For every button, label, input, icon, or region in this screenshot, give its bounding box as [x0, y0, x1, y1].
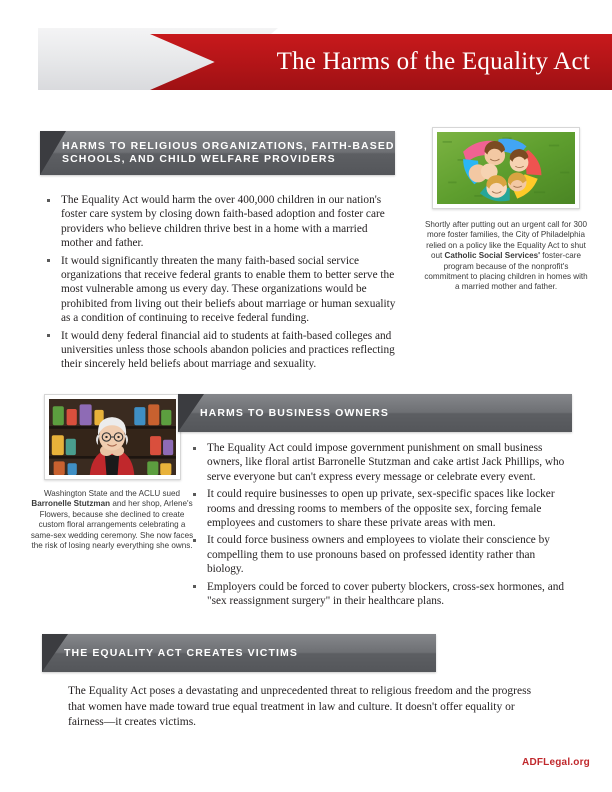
- section-heading-label: HARMS TO RELIGIOUS ORGANIZATIONS, FAITH-BASED SCHOOLS, AND CHILD WELFARE PROVIDERS: [62, 140, 395, 165]
- caption-text-bold: Barronelle Stutzman: [31, 499, 111, 509]
- section-heading-business-owners: [178, 394, 572, 432]
- caption-text-part2: and her shop, Arlene's Flowers, because she declined to create custom floral arrangements celebrating a same-sex wedding ceremony. She now faces the risk of losing nearly everything she owns.: [30, 499, 194, 551]
- bullet-list-religious-organizations: [44, 193, 402, 375]
- children-lying-in-circle-on-grass-image: [437, 132, 575, 204]
- caption-text-part2: foster-care program because of the nonprofit's commitment to placing children in homes with a married mother and father.: [424, 251, 588, 292]
- list-item: It could require businesses to open up private, sex-specific spaces like locker rooms and dressing rooms to members of the opposite sex, forcing female employees and customers to share these private areas with men.: [190, 487, 572, 530]
- page-header: [0, 26, 612, 98]
- creates-victims-paragraph: The Equality Act poses a devastating and unprecedented threat to religious freedom and the progress that women have made toward true equal treatment in law and culture. It doesn't offer equality or fairness—it creates victims.: [68, 685, 532, 728]
- list-item: The Equality Act could impose government punishment on small business owners, like floral artist Barronelle Stutzman and cake artist Jack Phillips, who serve everyone but can't express every message or celebrate every event.: [190, 441, 572, 484]
- list-item: It would deny federal financial aid to students at faith-based colleges and universities unless those schools abandon policies and practices reflecting their sincerely held beliefs about marriage and sexuality.: [44, 329, 402, 372]
- florist-photo-frame: [49, 399, 176, 475]
- section-heading-label: THE EQUALITY ACT CREATES VICTIMS: [64, 646, 298, 659]
- section-heading-creates-victims: [42, 634, 436, 672]
- adf-legal-logo[interactable]: ADFLegal.org: [522, 757, 590, 768]
- children-photo-caption: [424, 220, 588, 293]
- section-heading-label: HARMS TO BUSINESS OWNERS: [200, 406, 389, 419]
- florist-photo-caption: [28, 489, 196, 551]
- florist-photo: [44, 394, 181, 480]
- caption-text-part1: Shortly after putting out an urgent call for 300 more foster families, the City of Philadelphia relied on a policy like the Equality Act to shut out: [425, 220, 587, 261]
- list-item: Employers could be forced to cover puberty blockers, cross-sex hormones, and "sex reassignment surgery" in their healthcare plans.: [190, 580, 572, 609]
- caption-text-bold: Catholic Social Services': [444, 251, 541, 261]
- page-title: The Harms of the Equality Act: [276, 48, 590, 75]
- children-photo-frame: [437, 132, 575, 204]
- section-heading-religious-organizations: [40, 131, 395, 175]
- bullet-list-business-owners: [190, 441, 572, 611]
- list-item: It could force business owners and employees to violate their conscience by compelling them to use pronouns based on professed identity rather than biology.: [190, 533, 572, 576]
- list-item: It would significantly threaten the many faith-based social service organizations that receive federal grants to enable them to better serve the most vulnerable among us every day. These organizations would be prohibited from living out their beliefs about marriage or human sexuality as a condition of continuing to receive federal funding.: [44, 254, 402, 326]
- caption-text-part1: Washington State and the ACLU sued: [43, 489, 181, 498]
- children-photo: [432, 127, 580, 209]
- list-item: The Equality Act would harm the over 400,000 children in our nation's foster care system by closing down faith-based adoption and foster care providers who believe children thrive best in a home with a married mother and father.: [44, 193, 402, 251]
- barronelle-stutzman-florist-image: [49, 399, 176, 475]
